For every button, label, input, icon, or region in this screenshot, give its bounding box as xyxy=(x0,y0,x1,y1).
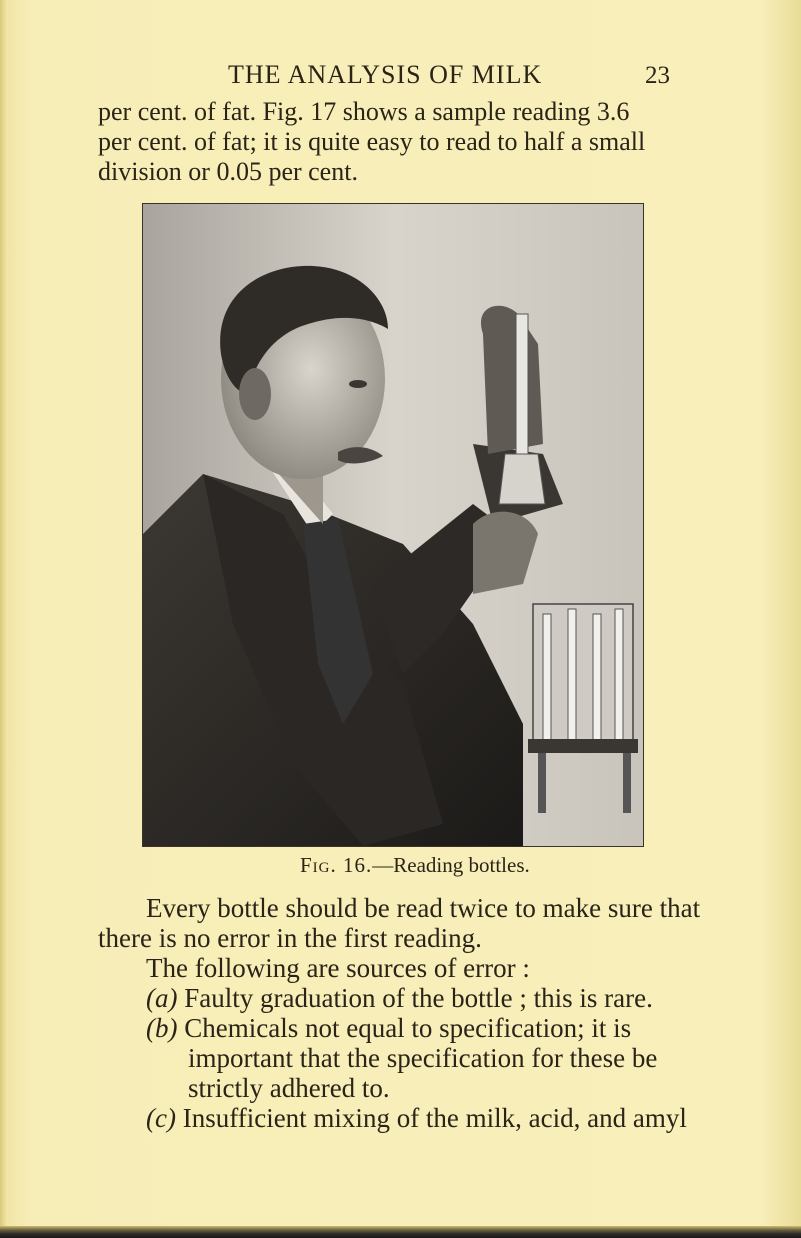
photo-man-reading-bottles xyxy=(143,204,643,846)
intro-line-2: per cent. of fat; it is quite easy to read to half a small xyxy=(98,127,646,156)
figure-photograph xyxy=(142,203,644,847)
body-text xyxy=(98,893,708,1133)
item-b-line3: strictly adhered to. xyxy=(188,1073,390,1103)
item-c xyxy=(98,1103,708,1133)
running-head-title: THE ANALYSIS OF MILK xyxy=(228,60,543,89)
item-b-line2: important that the specification for these be xyxy=(188,1043,658,1073)
intro-line-3: division or 0.05 per cent. xyxy=(98,157,358,186)
figure-caption-text: —Reading bottles. xyxy=(372,853,530,877)
item-b xyxy=(98,1013,708,1043)
item-c-marker: (c) xyxy=(146,1103,176,1133)
item-a-text: Faulty graduation of the bottle ; this is rare. xyxy=(177,983,653,1013)
para2: The following are sources of error : xyxy=(146,953,530,983)
item-b-line1: Chemicals not equal to specification; it is xyxy=(177,1013,632,1043)
page-number: 23 xyxy=(645,62,670,89)
item-a xyxy=(98,983,708,1013)
intro-paragraph xyxy=(98,97,698,187)
item-c-text: Insufficient mixing of the milk, acid, and amyl xyxy=(175,1103,687,1133)
para1-line2: there is no error in the first reading. xyxy=(98,923,482,953)
intro-line-1: per cent. of fat. Fig. 17 shows a sample reading 3.6 xyxy=(98,97,630,126)
figure-caption-label: Fig. 16. xyxy=(300,853,373,877)
para1-line1: Every bottle should be read twice to make sure that xyxy=(146,893,701,923)
item-a-marker: (a) xyxy=(146,983,178,1013)
item-b-marker: (b) xyxy=(146,1013,178,1043)
page-left-edge xyxy=(0,0,6,1238)
page-bottom-edge xyxy=(0,1226,801,1238)
figure-caption xyxy=(300,853,530,878)
